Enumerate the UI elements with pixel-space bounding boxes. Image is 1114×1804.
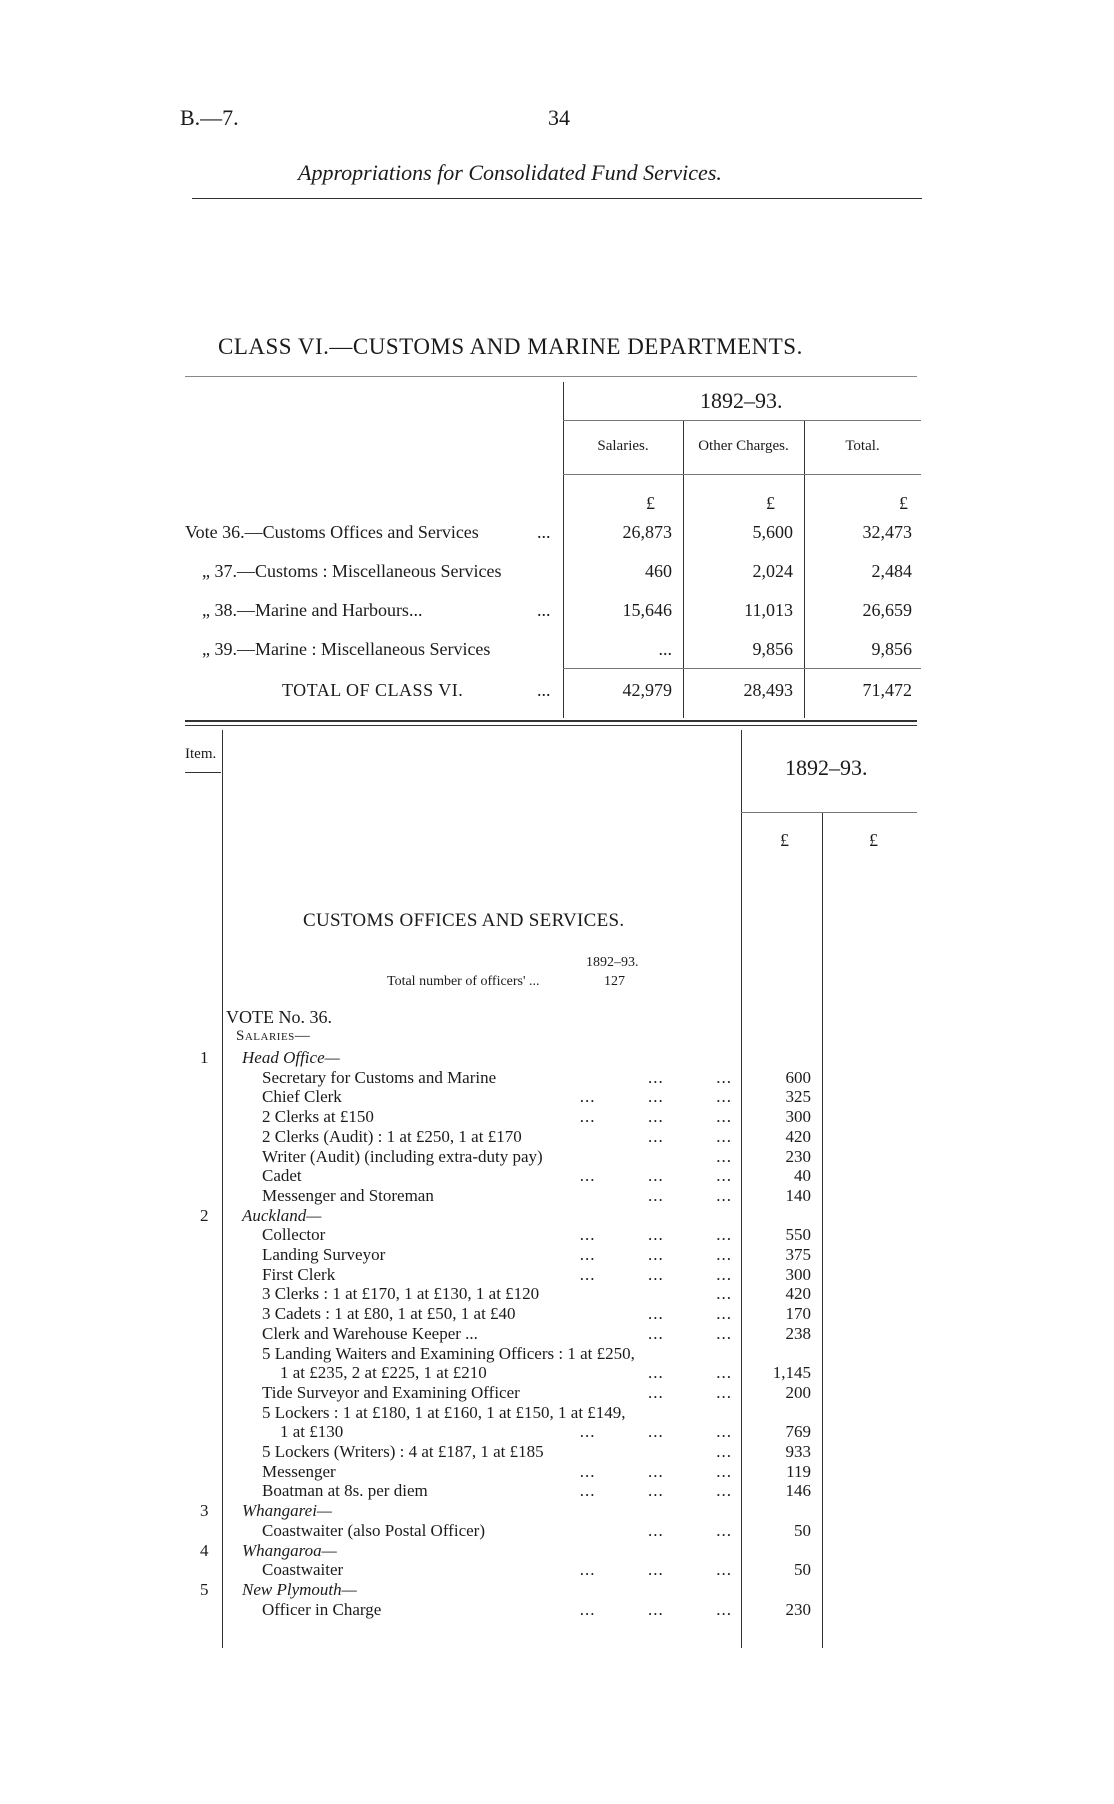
item-heading-row <box>0 1206 1114 1226</box>
leader-dots: ... ... ... <box>579 1560 732 1580</box>
summary-row <box>0 639 1114 669</box>
summary-row-dots: ... <box>537 600 551 620</box>
line-description: 5 Landing Waiters and Examining Officers : 1 at £250, <box>262 1343 635 1363</box>
line-amount: 230 <box>785 1599 811 1619</box>
summary-row-salaries: 15,646 <box>622 600 672 620</box>
leader-dots: ... ... <box>648 1185 732 1205</box>
leader-dots: ... ... ... <box>579 1461 732 1481</box>
salary-line <box>0 1481 1114 1501</box>
salary-line <box>0 1284 1114 1304</box>
line-description: Landing Surveyor <box>262 1245 386 1264</box>
leader-dots: ... ... <box>648 1363 732 1383</box>
leader-dots: ... ... ... <box>579 1225 732 1245</box>
officers-year: 1892–93. <box>586 955 639 970</box>
line-amount: 933 <box>785 1442 811 1461</box>
item-number: 2 <box>200 1205 209 1225</box>
salary-line <box>0 1403 1114 1423</box>
line-description: Messenger <box>262 1461 336 1481</box>
item-heading-row <box>0 1541 1114 1561</box>
line-description: Officer in Charge <box>262 1599 382 1619</box>
summary-total-other: 28,493 <box>743 680 793 700</box>
class-rule <box>185 376 917 377</box>
salary-line <box>0 1245 1114 1265</box>
line-amount: 170 <box>785 1304 811 1324</box>
summary-colhead-rule <box>563 474 921 475</box>
summary-col-salaries: Salaries. <box>597 438 649 454</box>
leader-dots: ... ... ... <box>579 1107 732 1127</box>
officers-label: Total number of officers' ... <box>387 974 540 989</box>
salary-line <box>0 1166 1114 1186</box>
line-amount: 1,145 <box>772 1363 811 1383</box>
summary-currency-salaries: £ <box>646 493 655 513</box>
leader-dots: ... ... <box>648 1067 732 1087</box>
leader-dots: ... <box>716 1442 732 1461</box>
item-number: 1 <box>200 1048 209 1067</box>
item-heading: Auckland— <box>242 1205 322 1225</box>
line-description: First Clerk <box>262 1264 336 1284</box>
item-heading-row <box>0 1048 1114 1068</box>
line-description: Boatman at 8s. per diem <box>262 1481 428 1501</box>
line-description: 2 Clerks (Audit) : 1 at £250, 1 at £170 <box>262 1126 522 1146</box>
line-description: 2 Clerks at £150 <box>262 1107 374 1127</box>
line-amount: 300 <box>785 1264 811 1284</box>
running-title: Appropriations for Consolidated Fund Services. <box>298 160 722 185</box>
salary-line <box>0 1304 1114 1324</box>
summary-total-dots: ... <box>537 680 551 700</box>
summary-row-other: 5,600 <box>752 522 793 542</box>
line-amount: 769 <box>785 1422 811 1442</box>
item-heading-row <box>0 1501 1114 1521</box>
detail-currency-1: £ <box>780 830 789 850</box>
summary-row-label: „ 39.—Marine : Miscellaneous Services <box>202 639 491 659</box>
summary-currency-total: £ <box>899 493 908 513</box>
item-heading: New Plymouth— <box>242 1579 357 1599</box>
summary-row-total: 9,856 <box>871 639 912 659</box>
leader-dots: ... ... ... <box>579 1087 732 1107</box>
detail-currency-2: £ <box>869 830 878 850</box>
salary-line <box>0 1186 1114 1206</box>
summary-row-salaries: 460 <box>645 561 672 581</box>
summary-row-salaries: 26,873 <box>622 522 672 542</box>
summary-year-rule <box>563 420 921 421</box>
item-header: Item. <box>185 746 217 762</box>
leader-dots: ... ... ... <box>579 1422 732 1442</box>
line-description: 5 Lockers : 1 at £180, 1 at £160, 1 at £150, 1 at £149, <box>262 1402 626 1422</box>
line-description: Chief Clerk <box>262 1087 342 1107</box>
line-description: 1 at £235, 2 at £225, 1 at £210 <box>280 1363 487 1383</box>
leader-dots: ... ... <box>648 1304 732 1324</box>
line-amount: 50 <box>794 1560 811 1580</box>
leader-dots: ... ... <box>648 1126 732 1146</box>
summary-row-total: 26,659 <box>862 600 912 620</box>
summary-total-row <box>0 680 1114 710</box>
summary-total-total: 71,472 <box>862 680 912 700</box>
summary-row-label: „ 38.—Marine and Harbours... <box>202 600 423 620</box>
line-description: Messenger and Storeman <box>262 1185 434 1205</box>
detail-year-rule <box>741 812 917 813</box>
line-description: Collector <box>262 1225 326 1245</box>
salary-line <box>0 1127 1114 1147</box>
line-description: Secretary for Customs and Marine <box>262 1067 497 1087</box>
leader-dots: ... ... <box>648 1323 732 1343</box>
officers-count: 127 <box>604 974 625 989</box>
item-heading: Head Office— <box>242 1048 340 1067</box>
summary-row-salaries: ... <box>658 639 672 659</box>
item-heading: Whangaroa— <box>242 1540 337 1560</box>
line-description: 5 Lockers (Writers) : 4 at £187, 1 at £185 <box>262 1442 544 1461</box>
section-double-rule-bottom <box>185 725 917 726</box>
line-amount: 600 <box>785 1067 811 1087</box>
salary-line <box>0 1087 1114 1107</box>
line-amount: 300 <box>785 1107 811 1127</box>
salary-line <box>0 1363 1114 1383</box>
leader-dots: ... ... ... <box>579 1599 732 1619</box>
salary-line <box>0 1600 1114 1620</box>
line-amount: 325 <box>785 1087 811 1107</box>
line-description: 1 at £130 <box>280 1422 344 1442</box>
summary-year: 1892–93. <box>700 388 783 413</box>
line-amount: 119 <box>786 1461 811 1481</box>
summary-row <box>0 600 1114 630</box>
salary-line <box>0 1324 1114 1344</box>
leader-dots: ... ... ... <box>579 1166 732 1186</box>
vote-title: VOTE No. 36. <box>226 1007 332 1027</box>
salary-line <box>0 1442 1114 1462</box>
summary-col-total: Total. <box>845 438 880 454</box>
line-amount: 40 <box>794 1166 811 1186</box>
line-amount: 238 <box>785 1323 811 1343</box>
header-rule <box>192 198 922 199</box>
line-amount: 230 <box>785 1146 811 1166</box>
line-description: Clerk and Warehouse Keeper ... <box>262 1323 478 1343</box>
leader-dots: ... ... ... <box>579 1245 732 1264</box>
summary-row-dots: ... <box>537 522 551 542</box>
class-title: CLASS VI.—CUSTOMS AND MARINE DEPARTMENTS. <box>218 334 803 359</box>
item-number: 5 <box>200 1579 209 1599</box>
summary-row <box>0 561 1114 591</box>
summary-row-other: 2,024 <box>752 561 793 581</box>
item-heading-row <box>0 1580 1114 1600</box>
leader-dots: ... ... ... <box>579 1264 732 1284</box>
summary-total-salaries: 42,979 <box>622 680 672 700</box>
summary-row-other: 11,013 <box>744 600 793 620</box>
salary-line <box>0 1521 1114 1541</box>
salary-line <box>0 1422 1114 1442</box>
summary-row <box>0 522 1114 552</box>
salary-line <box>0 1383 1114 1403</box>
leader-dots: ... <box>716 1146 732 1166</box>
salary-line <box>0 1107 1114 1127</box>
summary-row-label: Vote 36.—Customs Offices and Services <box>185 522 479 542</box>
summary-total-label: TOTAL OF CLASS VI. <box>282 680 464 700</box>
line-description: Writer (Audit) (including extra-duty pay) <box>262 1146 543 1166</box>
line-description: Tide Surveyor and Examining Officer <box>262 1382 520 1402</box>
salary-line <box>0 1225 1114 1245</box>
leader-dots: ... <box>716 1284 732 1304</box>
summary-col-other: Other Charges. <box>698 438 789 454</box>
line-amount: 50 <box>794 1520 811 1540</box>
section-double-rule-top <box>185 720 917 722</box>
summary-row-other: 9,856 <box>752 639 793 659</box>
summary-row-total: 32,473 <box>862 522 912 542</box>
item-number: 3 <box>200 1501 209 1521</box>
salary-line <box>0 1068 1114 1088</box>
salary-line <box>0 1147 1114 1167</box>
line-description: 3 Clerks : 1 at £170, 1 at £130, 1 at £120 <box>262 1284 540 1304</box>
line-amount: 200 <box>785 1382 811 1402</box>
item-header-rule <box>185 772 221 773</box>
leader-dots: ... ... <box>648 1520 732 1540</box>
salary-line <box>0 1462 1114 1482</box>
item-number: 4 <box>200 1540 209 1560</box>
item-heading: Whangarei— <box>242 1501 333 1521</box>
summary-row-label: „ 37.—Customs : Miscellaneous Services <box>202 561 502 581</box>
page-ref: B.—7. <box>180 105 239 130</box>
line-amount: 140 <box>785 1185 811 1205</box>
line-description: 3 Cadets : 1 at £80, 1 at £50, 1 at £40 <box>262 1304 516 1324</box>
line-description: Coastwaiter (also Postal Officer) <box>262 1520 485 1540</box>
salary-line <box>0 1560 1114 1580</box>
page-number: 34 <box>548 105 570 130</box>
leader-dots: ... ... ... <box>579 1481 732 1501</box>
summary-currency-other: £ <box>766 493 775 513</box>
salaries-heading: Salaries— <box>236 1028 311 1044</box>
line-description: Cadet <box>262 1166 302 1186</box>
line-amount: 375 <box>785 1245 811 1264</box>
detail-year: 1892–93. <box>785 755 868 780</box>
line-amount: 146 <box>785 1481 811 1501</box>
leader-dots: ... ... <box>648 1382 732 1402</box>
line-description: Coastwaiter <box>262 1560 344 1580</box>
salary-line <box>0 1344 1114 1364</box>
line-amount: 420 <box>785 1126 811 1146</box>
salary-line <box>0 1265 1114 1285</box>
summary-row-total: 2,484 <box>871 561 912 581</box>
line-amount: 420 <box>785 1284 811 1304</box>
section-title: CUSTOMS OFFICES AND SERVICES. <box>303 910 625 931</box>
line-amount: 550 <box>785 1225 811 1245</box>
